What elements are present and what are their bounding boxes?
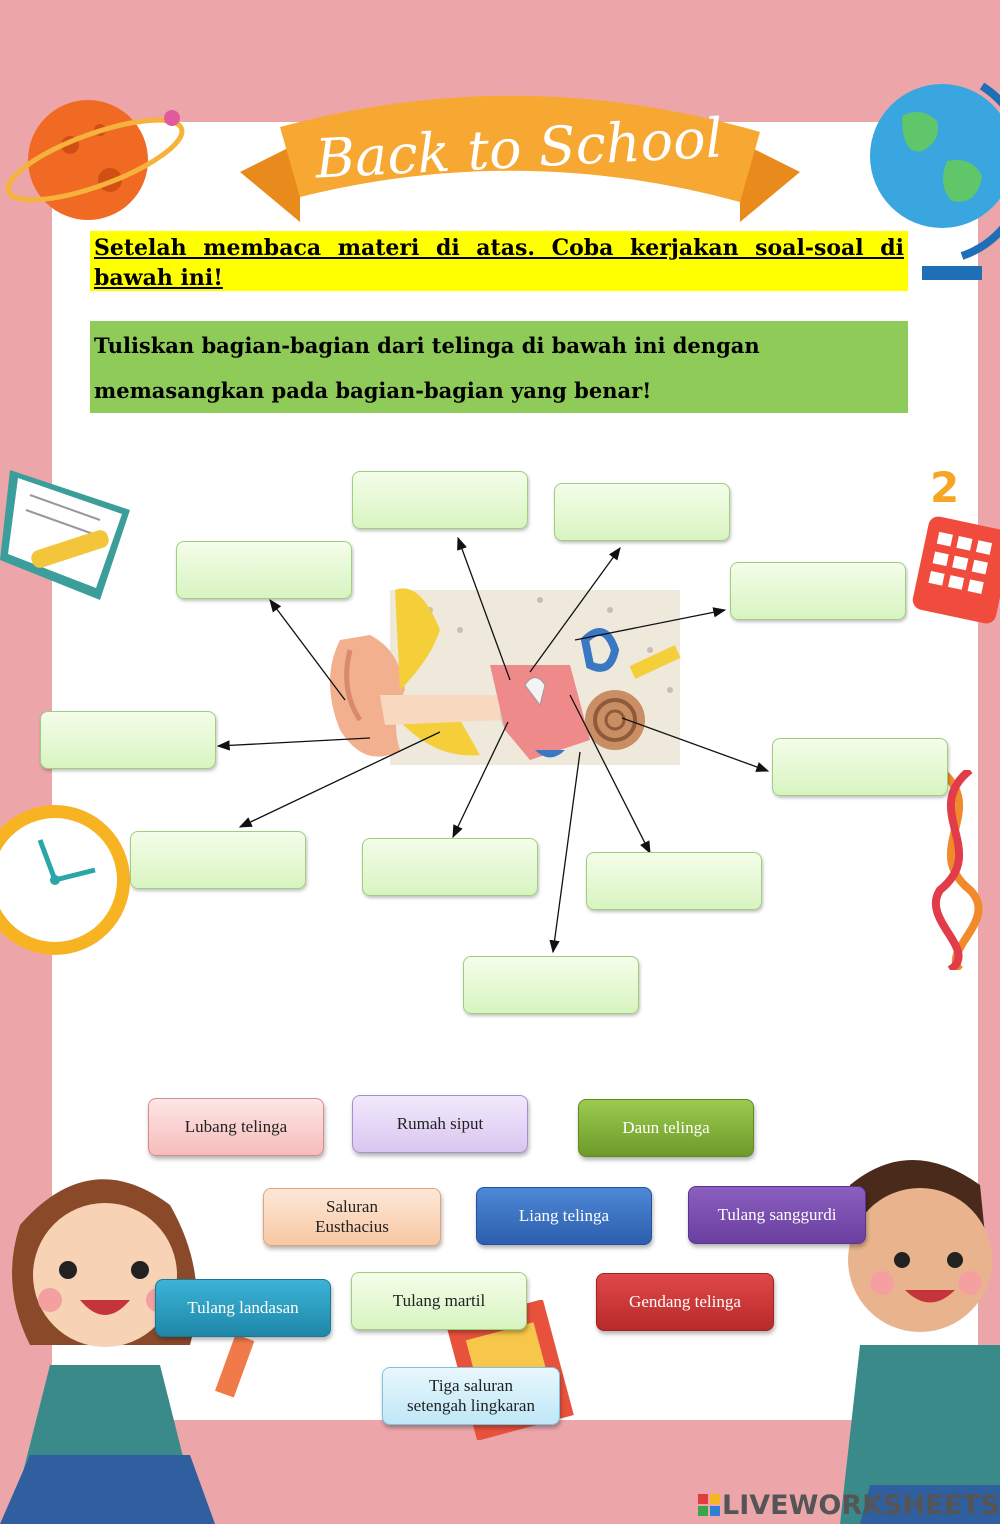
brand-text: LIVEWORKSHEETS (722, 1490, 1000, 1521)
drop-box-6[interactable] (772, 738, 948, 796)
drop-box-7[interactable] (130, 831, 306, 889)
liveworksheets-logo-icon (698, 1494, 720, 1516)
liveworksheets-brand (698, 1490, 1000, 1521)
chip-tulang-landasan[interactable]: Tulang landasan (155, 1279, 331, 1337)
svg-text:2: 2 (930, 463, 960, 512)
chip-tulang-sanggurdi[interactable]: Tulang sanggurdi (688, 1186, 866, 1244)
chip-gendang-telinga[interactable]: Gendang telinga (596, 1273, 774, 1331)
back-to-school-banner (240, 72, 800, 242)
girl-illustration (0, 1165, 280, 1524)
clock-icon (0, 795, 140, 965)
chip-liang-telinga[interactable]: Liang telinga (476, 1187, 652, 1245)
chip-tulang-martil[interactable]: Tulang martil (351, 1272, 527, 1330)
drop-box-5[interactable] (40, 711, 216, 769)
planet-icon (0, 90, 190, 240)
drop-box-4[interactable] (730, 562, 906, 620)
drop-box-3[interactable] (176, 541, 352, 599)
chip-rumah-siput[interactable]: Rumah siput (352, 1095, 528, 1153)
banner-title: Back to School (313, 106, 725, 191)
chip-daun-telinga[interactable]: Daun telinga (578, 1099, 754, 1157)
book-icon (0, 450, 145, 610)
instruction-match-parts: Tuliskan bagian-bagian dari telinga di bawah ini dengan memasangkan pada bagian-bagian yang benar! (90, 321, 908, 413)
drop-box-8[interactable] (362, 838, 538, 896)
drop-box-1[interactable] (352, 471, 528, 529)
ear-anatomy-diagram (310, 570, 690, 770)
chip-tiga-saluran[interactable]: Tiga saluran setengah lingkaran (382, 1367, 560, 1425)
dna-icon (920, 770, 1000, 970)
drop-box-9[interactable] (586, 852, 762, 910)
chip-saluran-eusthacius[interactable]: Saluran Eusthacius (263, 1188, 441, 1246)
drop-box-2[interactable] (554, 483, 730, 541)
drop-box-10[interactable] (463, 956, 639, 1014)
instruction-read-material: Setelah membaca materi di atas. Coba kerjakan soal-soal di bawah ini! (90, 231, 908, 291)
chip-lubang-telinga[interactable]: Lubang telinga (148, 1098, 324, 1156)
calculator-icon (900, 462, 1000, 642)
